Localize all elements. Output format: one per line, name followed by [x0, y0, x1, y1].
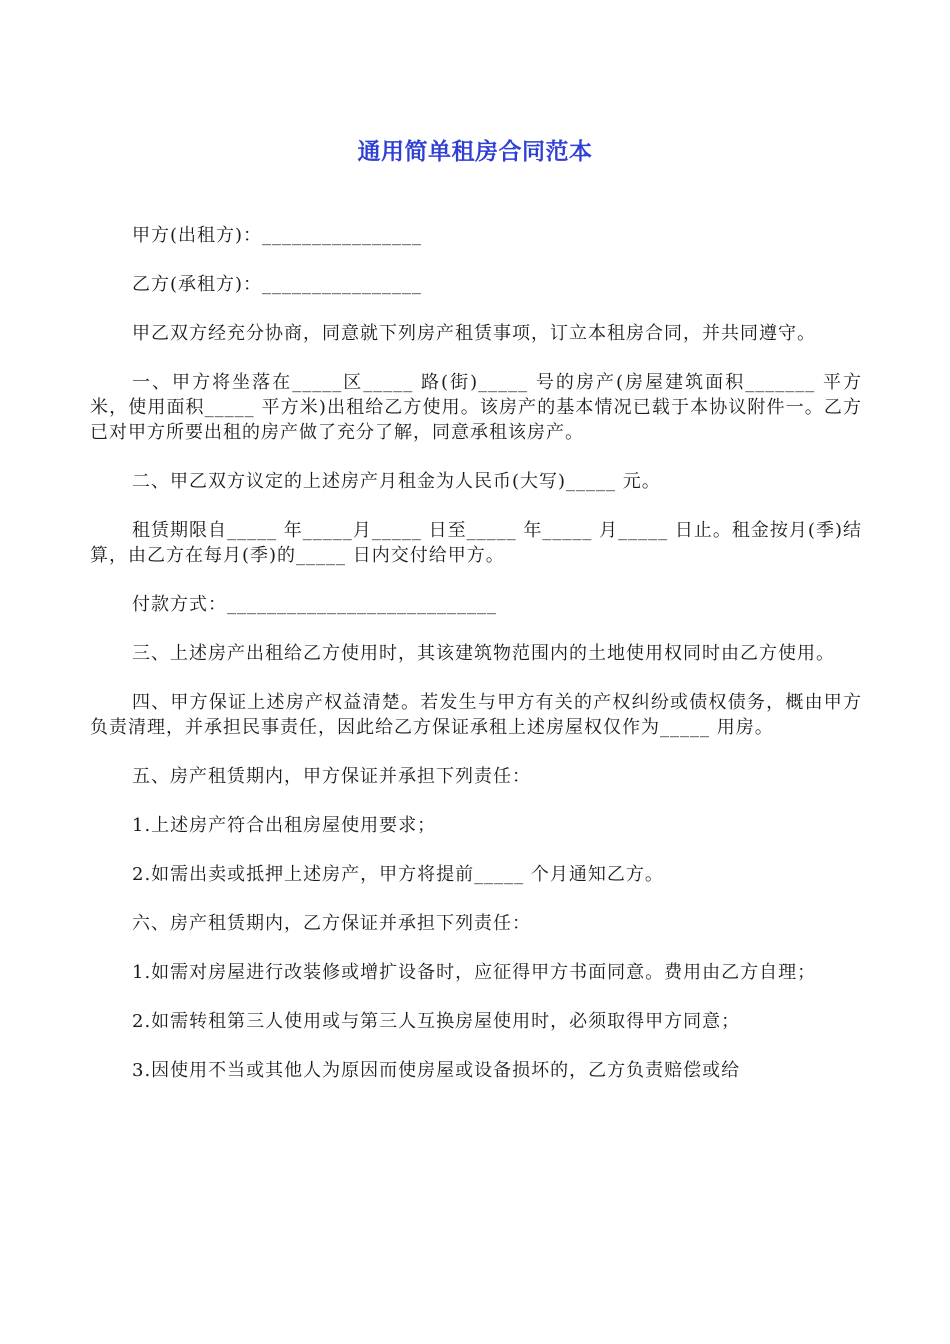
clause-5-item-1: 1.上述房产符合出租房屋使用要求； [132, 815, 437, 836]
lease-term-paragraph: 租赁期限自_____ 年_____月_____ 日至_____ 年_____ 月_____ 日止。租金按月(季)结算，由乙方在每月(季)的_____ 日内交付给甲方。 [90, 520, 862, 566]
party-a-line: 甲方(出租方)：________________ [132, 225, 423, 246]
clause-6: 六、房产租赁期内，乙方保证并承担下列责任： [132, 913, 531, 934]
clause-5-item-2: 2.如需出卖或抵押上述房产，甲方将提前_____ 个月通知乙方。 [132, 864, 664, 885]
clause-6-item-2: 2.如需转租第三人使用或与第三人互换房屋使用时，必须取得甲方同意； [132, 1011, 741, 1032]
clause-4: 四、甲方保证上述房产权益清楚。若发生与甲方有关的产权纠纷或债权债务，概由甲方负责清理，并承担民事责任，因此给乙方保证承租上述房屋权仅作为_____ 用房。 [90, 692, 862, 738]
payment-method-line: 付款方式：___________________________ [132, 594, 497, 615]
clause-1: 一、甲方将坐落在_____区_____ 路(街)_____ 号的房产(房屋建筑面积_______ 平方米，使用面积_____ 平方米)出租给乙方使用。该房产的基本情况已载于本协议附件一。乙方已对甲方所要出租的房产做了充分了解，同意承租该房产。 [90, 372, 862, 443]
party-b-line: 乙方(承租方)：________________ [132, 274, 423, 295]
clause-2: 二、甲乙双方议定的上述房产月租金为人民币(大写)_____ 元。 [132, 471, 661, 492]
clause-5: 五、房产租赁期内，甲方保证并承担下列责任： [132, 766, 531, 787]
document-title: 通用简单租房合同范本 [357, 139, 593, 165]
preamble-paragraph: 甲乙双方经充分协商，同意就下列房产租赁事项，订立本租房合同，并共同遵守。 [132, 323, 816, 344]
document-body [90, 223, 862, 1107]
clause-3: 三、上述房产出租给乙方使用时，其该建筑物范围内的土地使用权同时由乙方使用。 [132, 643, 835, 664]
clause-6-item-3: 3.因使用不当或其他人为原因而使房屋或设备损坏的，乙方负责赔偿或给 [132, 1060, 741, 1081]
clause-6-item-1: 1.如需对房屋进行改装修或增扩设备时，应征得甲方书面同意。费用由乙方自理； [132, 962, 817, 983]
